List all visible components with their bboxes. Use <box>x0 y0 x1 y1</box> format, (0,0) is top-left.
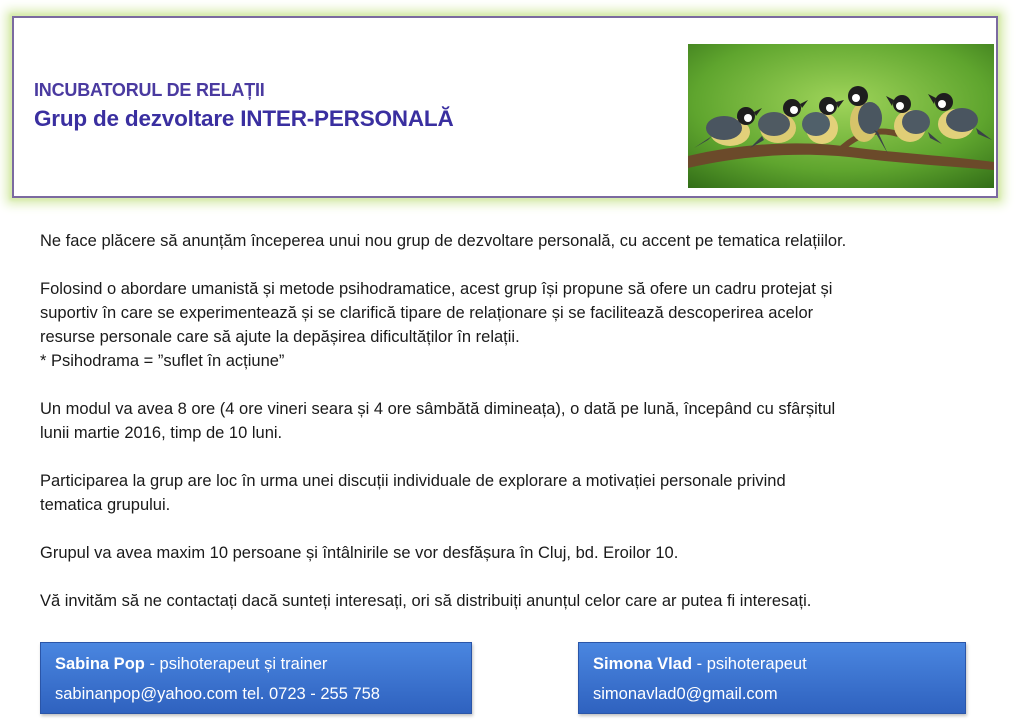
paragraph-approach-line-3: resurse personale care să ajute la depășirea dificultăților în relații. <box>40 328 520 346</box>
contact-details[interactable]: simonavlad0@gmail.com <box>593 685 778 703</box>
paragraph-approach-line-1: Folosind o abordare umanistă și metode psihodramatice, acest grup își propune să ofere un cadru protejat și <box>40 280 833 298</box>
contact-header <box>55 649 471 679</box>
header-banner <box>12 16 998 198</box>
paragraph-schedule-line-2: lunii martie 2016, timp de 10 luni. <box>40 424 283 442</box>
psychodrama-note: * Psihodrama = ”suflet în acțiune” <box>40 352 285 370</box>
paragraph-location: Grupul va avea maxim 10 persoane și întâlnirile se vor desfășura în Cluj, bd. Eroilor 10. <box>40 544 679 562</box>
contact-card-sabina <box>40 642 472 714</box>
paragraph-participation-line-2: tematica grupului. <box>40 496 171 514</box>
page-title: Grup de dezvoltare INTER-PERSONALĂ <box>34 106 454 131</box>
contact-role: - psihoterapeut <box>692 655 807 673</box>
paragraph-approach-line-2: suportiv în care se experimentează și se clarifică tipare de relaționare și se facilitează descoperirea acelor <box>40 304 814 322</box>
contact-header <box>593 649 965 679</box>
contact-details[interactable]: sabinanpop@yahoo.com tel. 0723 - 255 758 <box>55 685 380 703</box>
paragraph-invitation: Vă invităm să ne contactați dacă sunteți interesați, ori să distribuiți anunțul celor care ar putea fi interesați. <box>40 592 812 610</box>
paragraph-participation-line-1: Participarea la grup are loc în urma unei discuții individuale de explorare a motivației personale privind <box>40 472 786 490</box>
paragraph-intro: Ne face plăcere să anunțăm începerea unui nou grup de dezvoltare personală, cu accent pe tematica relațiilor. <box>40 232 847 250</box>
contact-name: Simona Vlad <box>593 655 693 673</box>
contact-name: Sabina Pop <box>55 655 145 673</box>
paragraph-approach <box>40 277 1000 373</box>
announcement-body <box>40 229 1000 637</box>
paragraph-participation <box>40 469 1000 517</box>
contact-card-simona <box>578 642 966 714</box>
birds-on-branch-photo <box>688 44 994 188</box>
header-kicker: INCUBATORUL DE RELAȚII <box>34 80 265 100</box>
paragraph-schedule <box>40 397 1000 445</box>
contact-role: - psihoterapeut și trainer <box>144 655 328 673</box>
paragraph-schedule-line-1: Un modul va avea 8 ore (4 ore vineri seara și 4 ore sâmbătă dimineața), o dată pe lună, începând cu sfârșitul <box>40 400 836 418</box>
